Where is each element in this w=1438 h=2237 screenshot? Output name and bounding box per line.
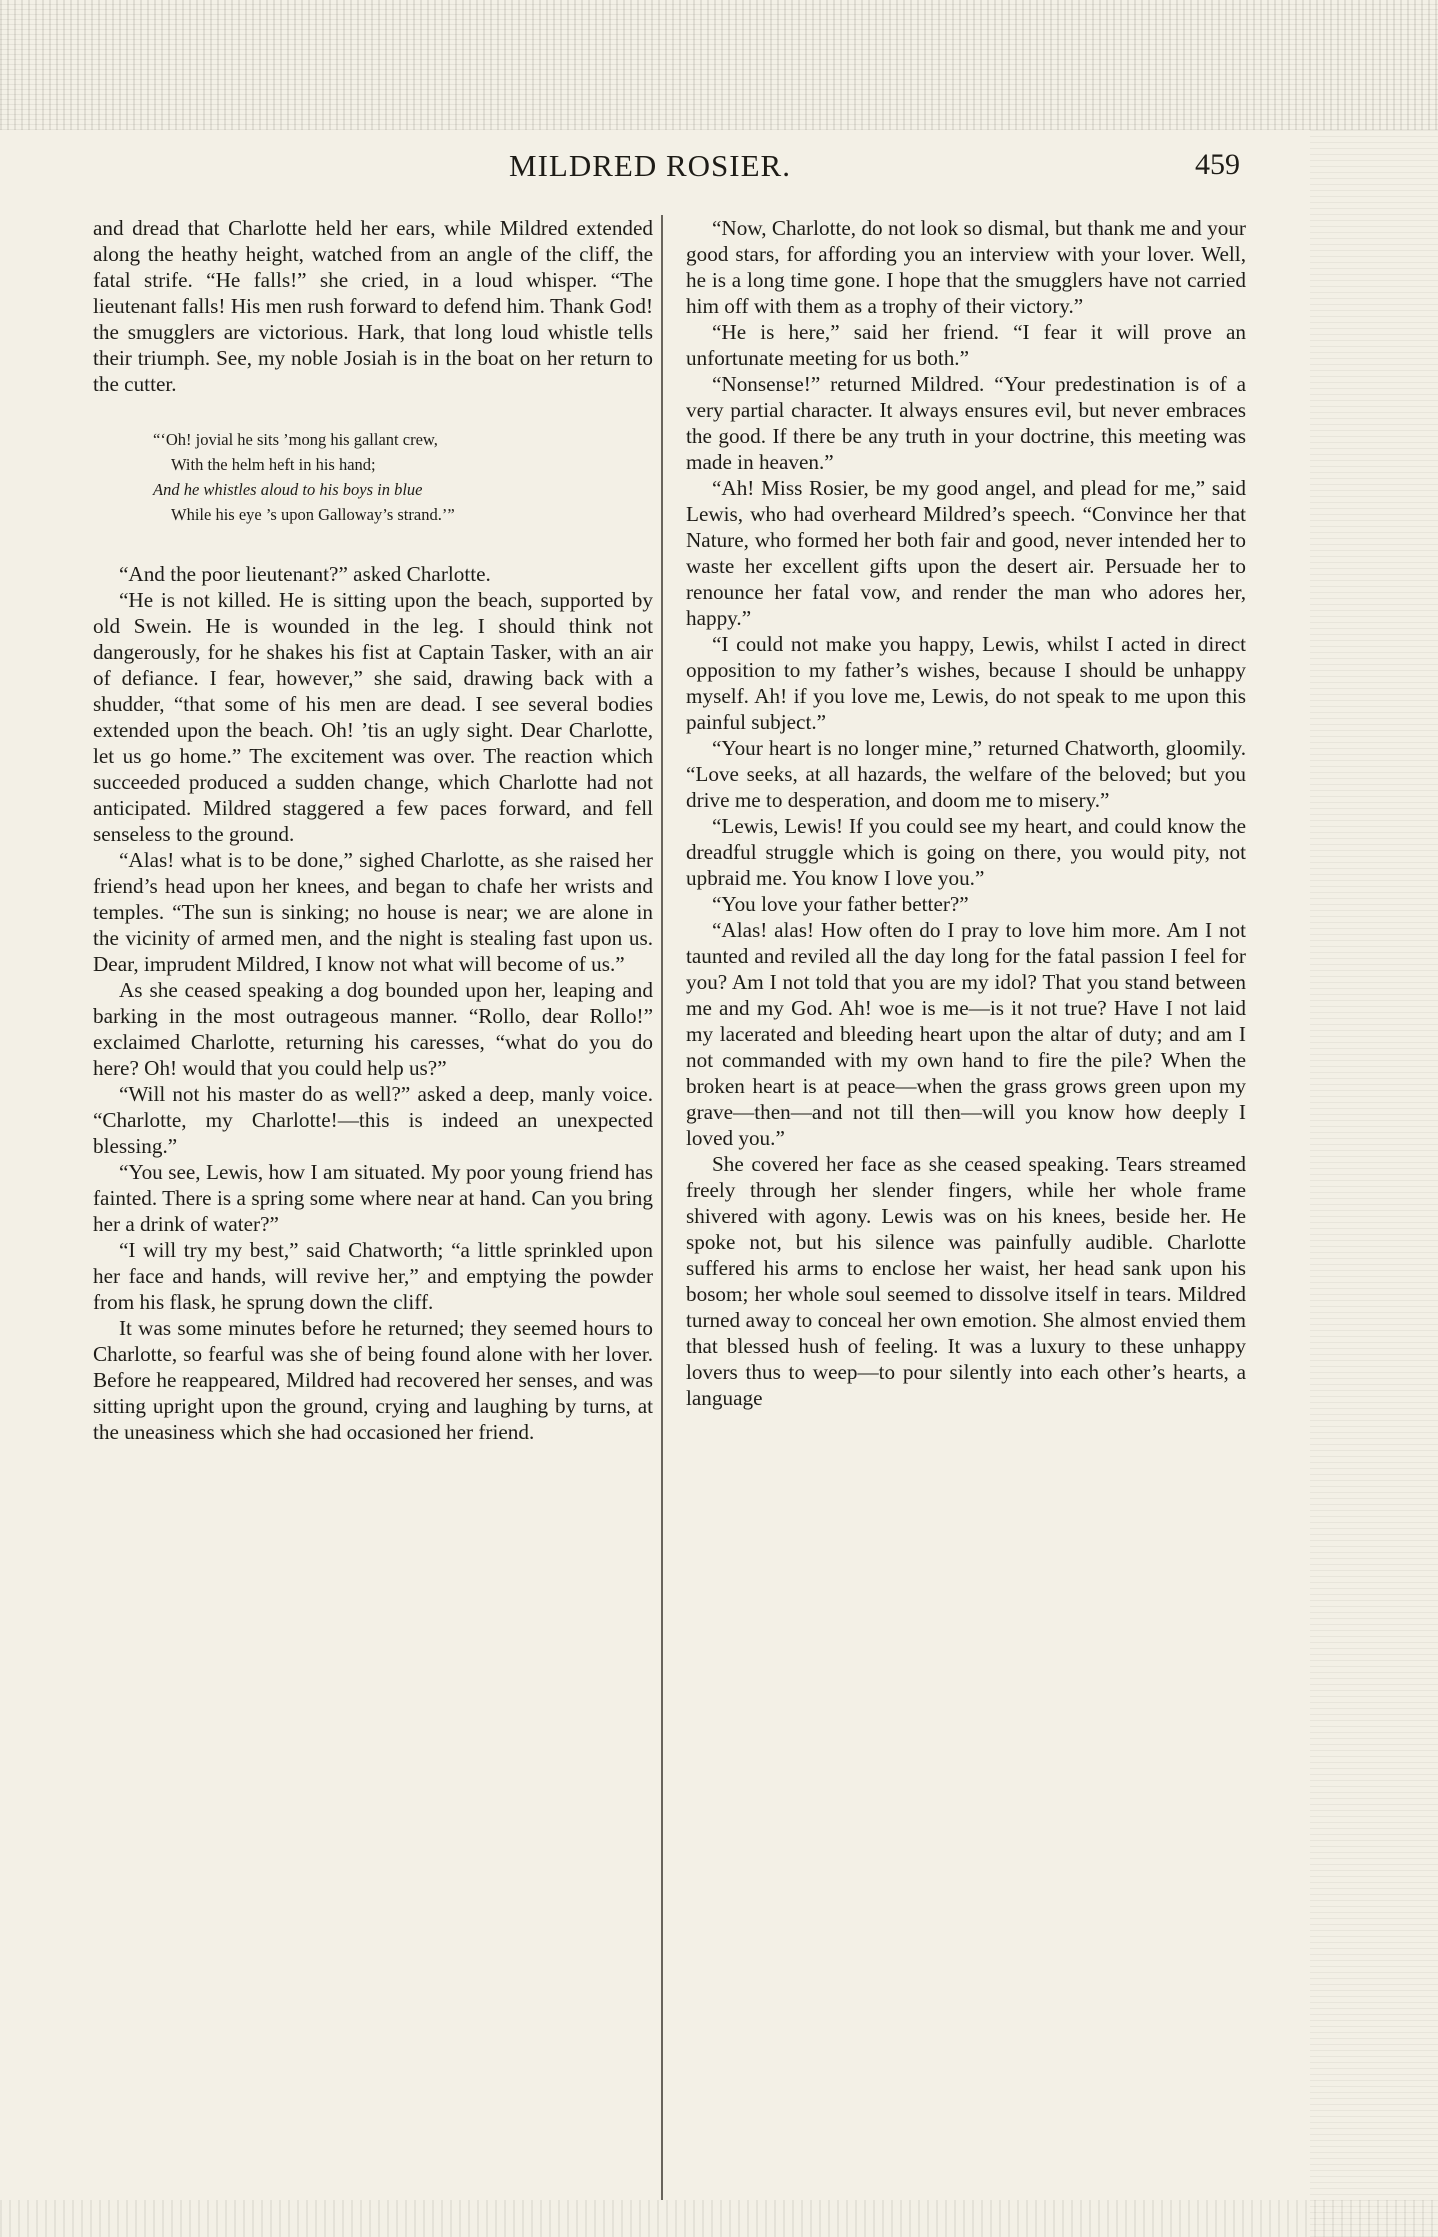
paragraph: and dread that Charlotte held her ears, while Mildred extended along the heathy height, watched from an angle of the cliff, the fatal strife. “He falls!” she cried, in a loud whisper. “The lieutenant falls! His men rush forward to defend him. Thank God! the smugglers are victorious. Hark, that long loud whistle tells their triumph. See, my noble Josiah is in the boat on her return to the cutter. [93, 216, 653, 396]
paragraph: “You see, Lewis, how I am situated. My poor young friend has fainted. There is a spring some where near at hand. Can you bring her a drink of water?” [93, 1160, 653, 1236]
paragraph: “Ah! Miss Rosier, be my good angel, and plead for me,” said Lewis, who had overheard Mildred’s speech. “Convince her that Nature, who formed her both fair and good, never intended her to waste her excellent gifts upon the desert air. Persuade her to renounce her fatal vow, and render the man who adores her, happy.” [686, 476, 1246, 630]
paragraph: “Your heart is no longer mine,” returned Chatworth, gloomily. “Love seeks, at all hazards, the welfare of the beloved; but you drive me to desperation, and doom me to misery.” [686, 736, 1246, 812]
verse-quotation [93, 427, 653, 527]
paragraph: It was some minutes before he returned; they seemed hours to Charlotte, so fearful was she of being found alone with her lover. Before he reappeared, Mildred had recovered her senses, and was sitting upright upon the ground, crying and laughing by turns, at the uneasiness which she had occasioned her friend. [93, 1316, 653, 1444]
column-rule [661, 215, 663, 2200]
scan-noise-top [0, 0, 1438, 130]
running-head [0, 148, 1438, 188]
verse-line: While his eye ’s upon Galloway’s strand.’” [171, 505, 455, 524]
left-column [93, 215, 653, 1445]
paragraph: “And the poor lieutenant?” asked Charlotte. [119, 562, 491, 586]
paragraph: “Now, Charlotte, do not look so dismal, but thank me and your good stars, for affording you an interview with your lover. Well, he is a long time gone. I hope that the smugglers have not carried him off with them as a trophy of their victory.” [686, 216, 1246, 318]
paragraph: “Will not his master do as well?” asked a deep, manly voice. “Charlotte, my Charlotte!—this is indeed an unexpected blessing.” [93, 1082, 653, 1158]
paragraph: “He is here,” said her friend. “I fear it will prove an unfortunate meeting for us both.” [686, 320, 1246, 370]
paragraph: “I could not make you happy, Lewis, whilst I acted in direct opposition to my father’s wishes, because I should be unhappy myself. Ah! if you love me, Lewis, do not speak to me upon this painful subject.” [686, 632, 1246, 734]
page-number: 459 [1195, 148, 1240, 181]
paragraph: “Nonsense!” returned Mildred. “Your predestination is of a very partial character. It always ensures evil, but never embraces the good. If there be any truth in your doctrine, this meeting was made in heaven.” [686, 372, 1246, 474]
paragraph: “Alas! what is to be done,” sighed Charlotte, as she raised her friend’s head upon her knees, and began to chafe her wrists and temples. “The sun is sinking; no house is near; we are alone in the vicinity of armed men, and the night is stealing fast upon us. Dear, imprudent Mildred, I know not what will become of us.” [93, 848, 653, 976]
verse-line: And he whistles aloud to his boys in blue [153, 480, 423, 499]
running-title: MILDRED ROSIER. [509, 148, 791, 183]
right-column [686, 215, 1246, 1411]
paragraph: She covered her face as she ceased speaking. Tears streamed freely through her slender fingers, while her whole frame shivered with agony. Lewis was on his knees, beside her. He spoke not, but his silence was painfully audible. Charlotte suffered his arms to enclose her waist, her head sank upon his bosom; her whole soul seemed to dissolve itself in tears. Mildred turned away to conceal her own emotion. She almost envied them that blessed hush of feeling. It was a luxury to these unhappy lovers thus to weep—to pour silently into each other’s hearts, a language [686, 1152, 1246, 1410]
paragraph: “You love your father better?” [712, 892, 969, 916]
scan-noise-bottom [0, 2200, 1438, 2237]
paragraph: “He is not killed. He is sitting upon the beach, supported by old Swein. He is wounded in the leg. I should think not dangerously, for he shakes his fist at Captain Tasker, with an air of defiance. I fear, however,” she said, drawing back with a shudder, “that some of his men are dead. I see several bodies extended upon the beach. Oh! ’tis an ugly sight. Dear Charlotte, let us go home.” The excitement was over. The reaction which succeeded produced a sudden change, which Charlotte had not anticipated. Mildred staggered a few paces forward, and fell senseless to the ground. [93, 588, 653, 846]
paragraph: “Lewis, Lewis! If you could see my heart, and could know the dreadful struggle which is going on there, you would pity, not upbraid me. You know I love you.” [686, 814, 1246, 890]
verse-line: “‘Oh! jovial he sits ’mong his gallant crew, [153, 430, 438, 449]
paragraph: As she ceased speaking a dog bounded upon her, leaping and barking in the most outrageous manner. “Rollo, dear Rollo!” exclaimed Charlotte, returning his caresses, “what do you do here? Oh! would that you could help us?” [93, 978, 653, 1080]
paragraph: “I will try my best,” said Chatworth; “a little sprinkled upon her face and hands, will revive her,” and emptying the powder from his flask, he sprung down the cliff. [93, 1238, 653, 1314]
scan-noise-right [1310, 130, 1438, 2237]
verse-line: With the helm heft in his hand; [171, 455, 376, 474]
paragraph: “Alas! alas! How often do I pray to love him more. Am I not taunted and reviled all the day long for the fatal passion I feel for you? Am I not told that you are my idol? That you stand between me and my God. Ah! woe is me—is it not true? Have I not laid my lacerated and bleeding heart upon the altar of duty; and am I not commanded with my own hand to fire the pile? When the broken heart is at peace—when the grass grows green upon my grave—then—and not till then—will you know how deeply I loved you.” [686, 918, 1246, 1150]
